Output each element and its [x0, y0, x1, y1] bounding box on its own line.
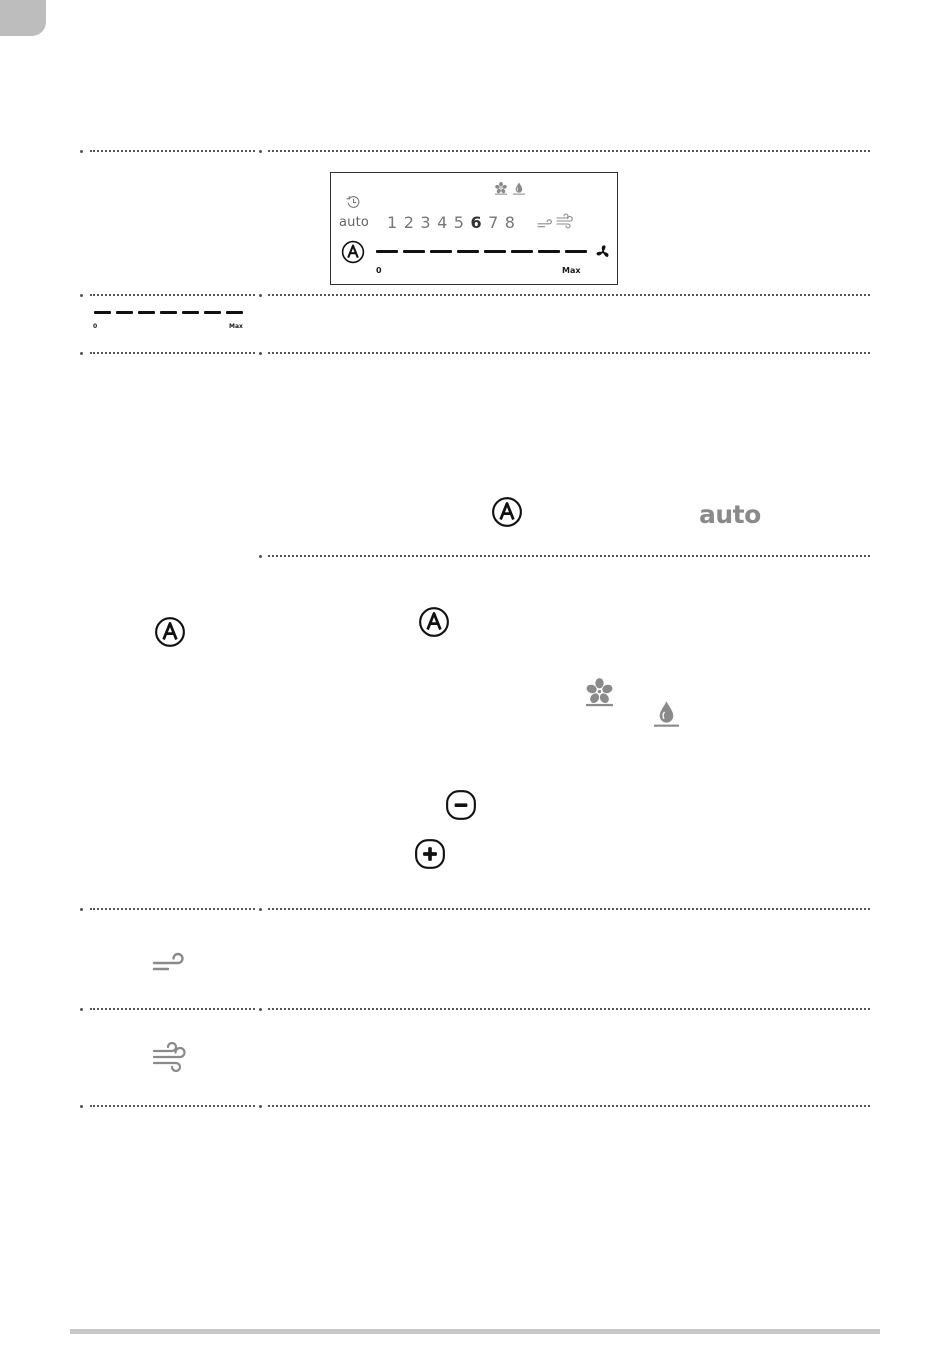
breeze-high-icon [150, 1042, 190, 1072]
plus-button-icon[interactable] [414, 838, 446, 870]
water-drop-icon [652, 698, 681, 728]
speed-digit-8: 8 [504, 213, 515, 232]
auto-indicator: auto [339, 215, 370, 230]
auto-mode-A-icon[interactable] [491, 496, 523, 528]
minus-button-icon[interactable] [445, 789, 477, 821]
speed-digit-1: 1 [387, 213, 398, 232]
legend-scale-min: 0 [93, 323, 98, 330]
scale-max-label: Max [562, 266, 581, 275]
water-drop-icon [512, 181, 526, 195]
footer-bar [70, 1329, 880, 1334]
legend-bar-scale [94, 311, 243, 314]
speed-digits [387, 213, 515, 232]
scale-min-label: 0 [376, 266, 382, 275]
speed-digit-2: 2 [403, 213, 414, 232]
auto-mode-A-icon[interactable] [154, 616, 186, 648]
flower-fan-icon [584, 676, 615, 707]
speed-digit-5: 5 [453, 213, 464, 232]
speed-digit-4: 4 [437, 213, 448, 232]
control-panel-display [330, 172, 618, 285]
breeze-high-icon [555, 213, 575, 229]
auto-label: auto [699, 500, 761, 529]
fan-icon [594, 243, 612, 261]
page-corner-tab [0, 0, 46, 36]
breeze-low-icon [150, 944, 190, 974]
speed-digit-3: 3 [420, 213, 431, 232]
timer-icon [345, 194, 361, 210]
auto-mode-A-icon[interactable] [418, 606, 450, 638]
speed-bar-scale [376, 250, 587, 253]
breeze-low-icon [536, 215, 555, 229]
auto-mode-A-icon[interactable] [341, 240, 365, 264]
speed-digit-6: 6 [470, 213, 482, 232]
flower-fan-icon [494, 181, 508, 195]
legend-scale-max: Max [229, 323, 243, 330]
speed-digit-7: 7 [488, 213, 499, 232]
